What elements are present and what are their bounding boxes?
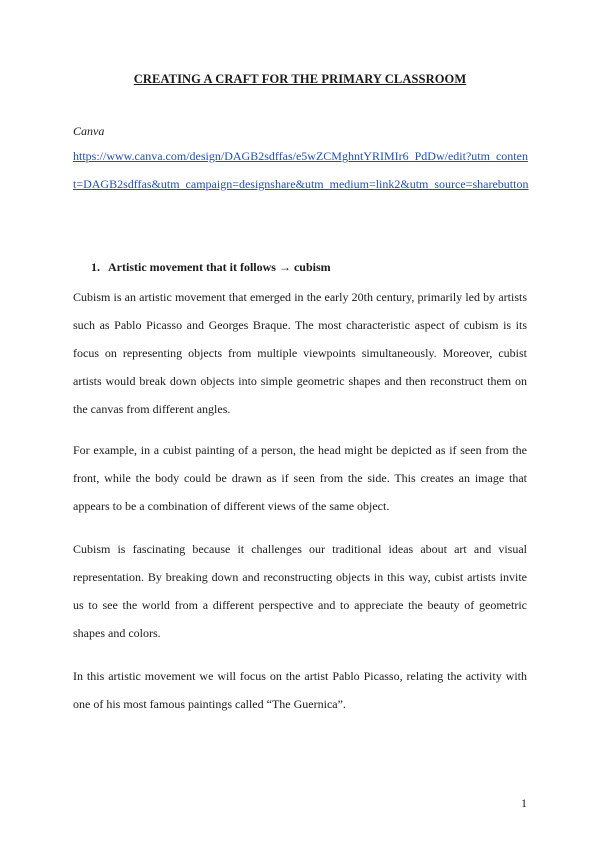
section-heading-text: Artistic movement that it follows → cubism xyxy=(108,260,331,274)
paragraph-example: For example, in a cubist painting of a person, the head might be depicted as if seen from the front, while the body could be drawn as if seen from the side. This creates an image that appears to be a combination of different views of the same object. xyxy=(73,443,527,513)
paragraph-picasso-focus: In this artistic movement we will focus on the artist Pablo Picasso, relating the activity with one of his most famous paintings called “The Guernica”. xyxy=(73,669,527,711)
canva-label: Canva xyxy=(73,124,105,138)
page-title: CREATING A CRAFT FOR THE PRIMARY CLASSROOM xyxy=(133,72,467,86)
paragraph-fascinating: Cubism is fascinating because it challenges our traditional ideas about art and visual representation. By breaking down and reconstructing objects in this way, cubist artists invite us to see the world from a different perspective and to appreciate the beauty of geometric shapes and colors. xyxy=(73,542,527,640)
page-number: 1 xyxy=(521,796,527,810)
section-number: 1. xyxy=(91,260,100,274)
canva-link[interactable]: https://www.canva.com/design/DAGB2sdffas/e5wZCMghntYRIMIr6_PdDw/edit?utm_content=DAGB2sdffas&utm_campaign=designshare&utm_medium=link2&utm_source=sharebutton xyxy=(73,149,529,191)
section-heading xyxy=(91,260,331,275)
paragraph-cubism-intro: Cubism is an artistic movement that emerged in the early 20th century, primarily led by artists such as Pablo Picasso and Georges Braque. The most characteristic aspect of cubism is its focus on representing objects from multiple viewpoints simultaneously. Moreover, cubist artists would break down objects into simple geometric shapes and then reconstruct them on the canvas from different angles. xyxy=(73,290,527,416)
